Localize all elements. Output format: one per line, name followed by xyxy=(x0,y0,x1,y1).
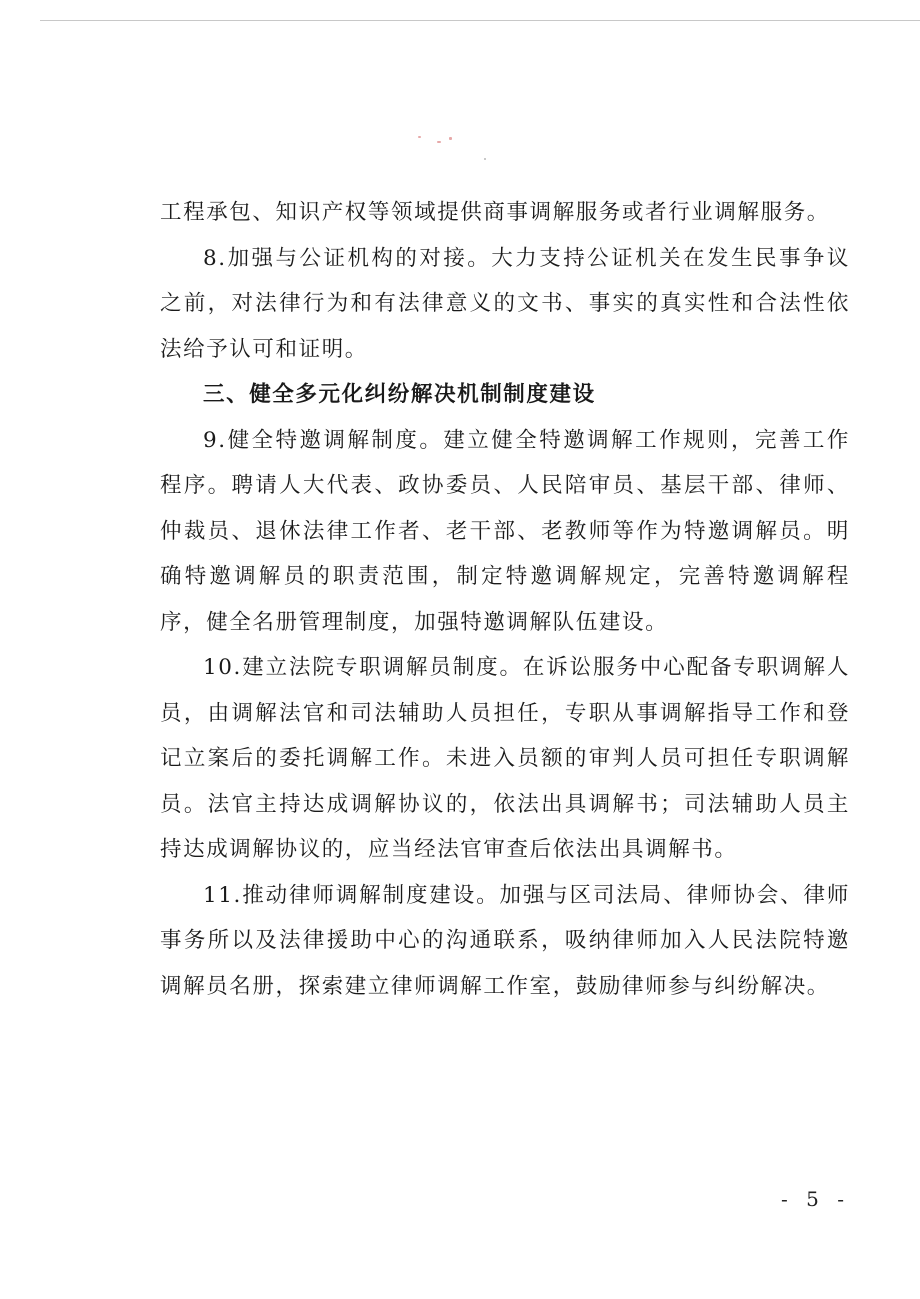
document-body xyxy=(160,190,850,1009)
paragraph-item-10: 10.建立法院专职调解员制度。在诉讼服务中心配备专职调解人员，由调解法官和司法辅助人员担任，专职从事调解指导工作和登记立案后的委托调解工作。未进入员额的审判人员可担任专职调解员。法官主持达成调解协议的，依法出具调解书；司法辅助人员主持达成调解协议的，应当经法官审查后依法出具调解书。 xyxy=(160,655,850,862)
section-heading-3: 三、健全多元化纠纷解决机制制度建设 xyxy=(203,382,596,407)
scan-speck xyxy=(437,141,441,143)
paragraph-continuation: 工程承包、知识产权等领域提供商事调解服务或者行业调解服务。 xyxy=(160,200,830,225)
scan-speck xyxy=(484,158,486,160)
top-border-line xyxy=(40,20,920,21)
scan-speck xyxy=(418,136,421,138)
scan-speck xyxy=(449,137,452,140)
paragraph-item-8: 8.加强与公证机构的对接。大力支持公证机关在发生民事争议之前，对法律行为和有法律意义的文书、事实的真实性和合法性依法给予认可和证明。 xyxy=(160,245,850,362)
paragraph-item-9: 9.健全特邀调解制度。建立健全特邀调解工作规则，完善工作程序。聘请人大代表、政协委员、人民陪审员、基层干部、律师、仲裁员、退休法律工作者、老干部、老教师等作为特邀调解员。明确特邀调解员的职责范围，制定特邀调解规定，完善特邀调解程序，健全名册管理制度，加强特邀调解队伍建设。 xyxy=(160,427,850,635)
paragraph-item-11: 11.推动律师调解制度建设。加强与区司法局、律师协会、律师事务所以及法律援助中心的沟通联系，吸纳律师加入人民法院特邀调解员名册，探索建立律师调解工作室，鼓励律师参与纠纷解决。 xyxy=(160,882,850,999)
page-number: - 5 - xyxy=(781,1187,850,1211)
